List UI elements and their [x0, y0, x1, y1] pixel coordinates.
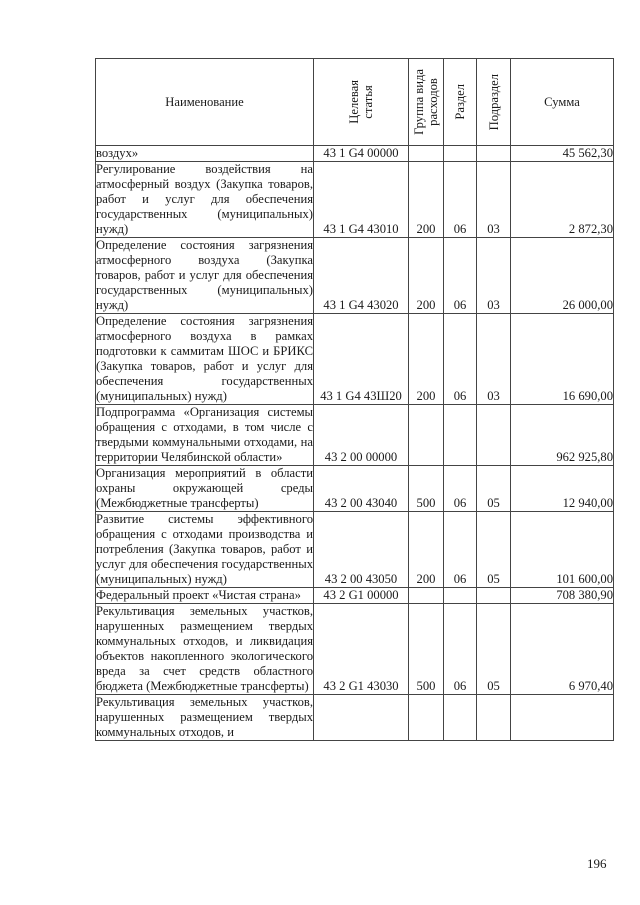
- row-name: Федеральный проект «Чистая страна»: [96, 588, 314, 604]
- row-name: Рекультивация земельных участков, нарушенных размещением твердых коммунальных отходов, и: [96, 695, 313, 739]
- table-row: [96, 512, 614, 588]
- table-row: [96, 466, 614, 512]
- header-expense-group: Группа вида расходов: [409, 59, 444, 146]
- table-row: [96, 604, 614, 695]
- table-row: [96, 238, 614, 314]
- row-group: 200: [409, 162, 444, 238]
- row-name: Определение состояния загрязнения атмосферного воздуха в рамках подготовки к саммитам ШОС и БРИКС (Закупка товаров, работ и услуг для обеспечения государственных (муниципальных) нужд): [96, 314, 313, 403]
- row-sum: 101 600,00: [511, 512, 614, 588]
- table-row: [96, 314, 614, 405]
- row-name: Регулирование воздействия на атмосферный воздух (Закупка товаров, работ и услуг для обеспечения государственных (муниципальных) нужд): [96, 162, 313, 236]
- row-code: 43 2 00 43050: [314, 512, 409, 588]
- row-code: 43 2 00 00000: [314, 405, 409, 466]
- row-group: 500: [409, 604, 444, 695]
- row-sum: [511, 695, 614, 741]
- header-subsection: Подраздел: [477, 59, 511, 146]
- row-sum: 26 000,00: [511, 238, 614, 314]
- table-row: [96, 588, 614, 604]
- row-code: 43 1 G4 00000: [314, 146, 409, 162]
- row-subsection: [477, 146, 511, 162]
- table-row: [96, 162, 614, 238]
- row-group: [409, 146, 444, 162]
- row-name: Подпрограмма «Организация системы обращения с отходами, в том числе с твердыми коммунальными отходами, на территории Челябинской области»: [96, 405, 313, 464]
- row-section: 06: [444, 162, 477, 238]
- row-group: 500: [409, 466, 444, 512]
- table-row: [96, 695, 614, 741]
- row-code: 43 1 G4 43010: [314, 162, 409, 238]
- header-name: Наименование: [96, 59, 314, 146]
- row-code: [314, 695, 409, 741]
- header-target-article: Целевая статья: [314, 59, 409, 146]
- row-group: 200: [409, 314, 444, 405]
- row-section: 06: [444, 466, 477, 512]
- row-code: 43 2 00 43040: [314, 466, 409, 512]
- row-group: [409, 405, 444, 466]
- row-subsection: 03: [477, 162, 511, 238]
- page-number: 196: [587, 856, 607, 871]
- row-sum: 16 690,00: [511, 314, 614, 405]
- row-section: [444, 146, 477, 162]
- row-name: Определение состояния загрязнения атмосферного воздуха (Закупка товаров, работ и услуг для обеспечения государственных (муниципальных) нужд): [96, 238, 313, 312]
- row-group: [409, 588, 444, 604]
- row-name: Организация мероприятий в области охраны окружающей среды (Межбюджетные трансферты): [96, 466, 313, 510]
- row-code: 43 2 G1 00000: [314, 588, 409, 604]
- table-header-row: [96, 59, 614, 146]
- row-section: 06: [444, 512, 477, 588]
- row-subsection: 03: [477, 238, 511, 314]
- row-sum: 12 940,00: [511, 466, 614, 512]
- row-section: [444, 695, 477, 741]
- row-subsection: 05: [477, 512, 511, 588]
- row-subsection: 05: [477, 604, 511, 695]
- header-section: Раздел: [444, 59, 477, 146]
- row-sum: 6 970,40: [511, 604, 614, 695]
- row-section: 06: [444, 238, 477, 314]
- table-row: [96, 405, 614, 466]
- row-sum: 962 925,80: [511, 405, 614, 466]
- row-name: воздух»: [96, 146, 314, 162]
- row-group: [409, 695, 444, 741]
- row-section: 06: [444, 604, 477, 695]
- header-sum: Сумма: [511, 59, 614, 146]
- table-row: [96, 146, 614, 162]
- row-sum: 708 380,90: [511, 588, 614, 604]
- row-group: 200: [409, 238, 444, 314]
- row-subsection: [477, 588, 511, 604]
- row-code: 43 2 G1 43030: [314, 604, 409, 695]
- row-section: [444, 405, 477, 466]
- row-subsection: 03: [477, 314, 511, 405]
- row-code: 43 1 G4 43Ш20: [314, 314, 409, 405]
- row-section: 06: [444, 314, 477, 405]
- row-subsection: [477, 405, 511, 466]
- row-sum: 2 872,30: [511, 162, 614, 238]
- row-sum: 45 562,30: [511, 146, 614, 162]
- row-name: Рекультивация земельных участков, нарушенных размещением твердых коммунальных отходов, и ликвидация объектов накопленного экологического вреда за счет средств областного бюджета (Межбюджетные трансферты): [96, 604, 313, 693]
- row-group: 200: [409, 512, 444, 588]
- row-name: Развитие системы эффективного обращения с отходами производства и потребления (Закупка товаров, работ и услуг для обеспечения государственных (муниципальных) нужд): [96, 512, 313, 586]
- row-code: 43 1 G4 43020: [314, 238, 409, 314]
- budget-table: [95, 58, 614, 741]
- row-subsection: [477, 695, 511, 741]
- row-section: [444, 588, 477, 604]
- row-subsection: 05: [477, 466, 511, 512]
